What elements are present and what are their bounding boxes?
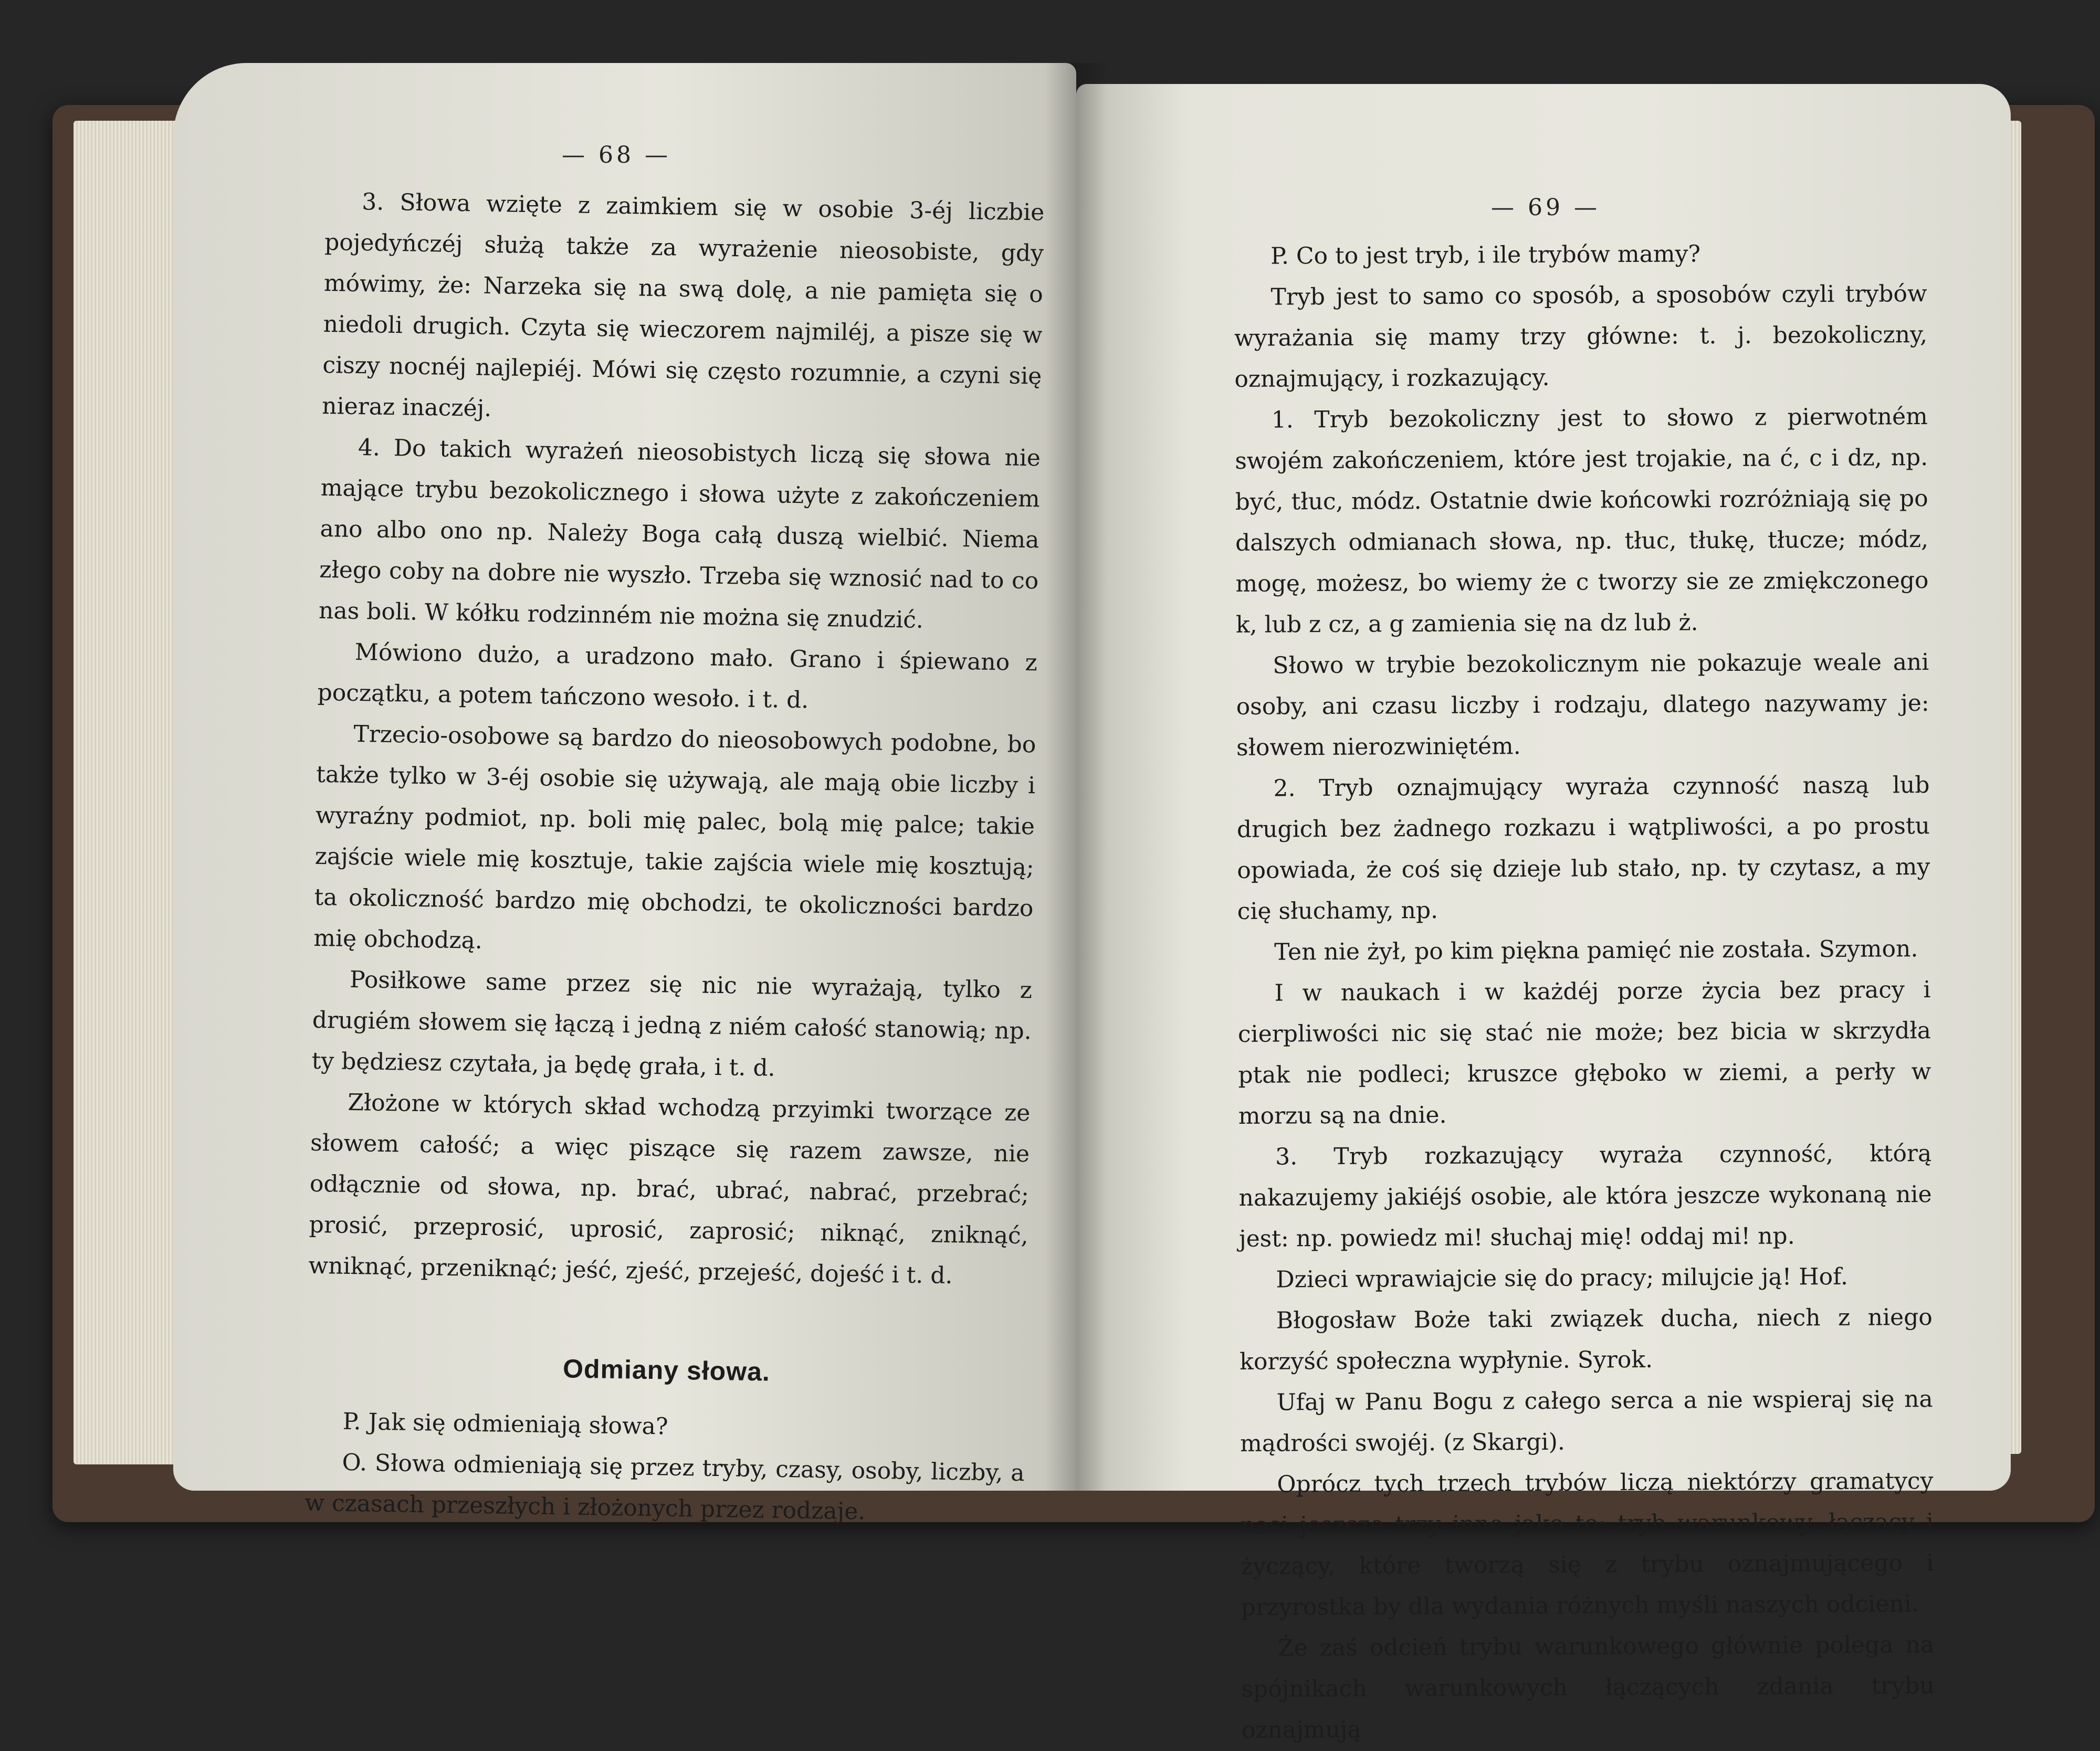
paragraph: Oprócz tych trzech trybów liczą niektórzy gramatycy nasi jeszcze trzy inne jako to: tryb warunkowy, łączący i życzący, które tworzą się z trybu oznajmującego i przyrostka by dla wydania różnych myśli naszych odcieni. bbox=[1240, 1468, 1934, 1621]
paragraph: I w naukach i w każdéj porze życia bez pracy i cierpliwości nic się stać nie może; bez bicia w skrzydła ptak nie podleci; kruszce głęboko w ziemi, a perły w morzu są na dnie. bbox=[1237, 976, 1931, 1130]
paragraph: Tryb jest to samo co sposób, a sposobów czyli trybów wyrażania się mamy trzy główne: t. j. bezokoliczny, oznajmujący, i rozkazujący. bbox=[1234, 280, 1928, 393]
right-page-text bbox=[1234, 233, 1935, 1751]
section-heading: Odmiany słowa. bbox=[562, 1354, 771, 1387]
left-page-text bbox=[304, 181, 1045, 1535]
page-number-right: — 69 — bbox=[1491, 194, 1600, 221]
paragraph: 4. Do takich wyrażeń nieosobistych liczą się słowa nie mające trybu bezokolicznego i słowa użyte z zakończeniem ano albo ono np. Należy Boga całą duszą wielbić. Niema złego coby na dobre nie wyszło. Trzeba się wznosić nad to co nas boli. W kółku rodzinném nie można się znudzić. bbox=[318, 434, 1041, 634]
paragraph: 2. Tryb oznajmujący wyraża czynność naszą lub drugich bez żadnego rozkazu i wątpliwości, a po prostu opowiada, że coś się dzieje lub stało, np. ty czytasz, a my cię słuchamy, np. bbox=[1236, 772, 1930, 925]
paragraph: 3. Słowa wzięte z zaimkiem się w osobie 3-éj liczbie pojedyńczéj służą także za wyrażenie nieosobiste, gdy mówimy, że: Narzeka się na swą dolę, a nie pamięta się o niedoli drugich. Czyta się wieczorem najmiléj, a pisze się w ciszy nocnéj najlepiéj. Mówi się często rozumnie, a czyni się nieraz inaczéj. bbox=[321, 188, 1045, 423]
question: P. Jak się odmieniają słowa? bbox=[342, 1408, 668, 1440]
paragraph: Ufaj w Panu Bogu z całego serca a nie wspieraj się na mądrości swojéj. (z Skargi). bbox=[1240, 1386, 1933, 1457]
paragraph: Trzecio-osobowe są bardzo do nieosobowych podobne, bo także tylko w 3-éj osobie się używają, ale mają obie liczby i wyraźny podmiot, np. boli mię palec, bolą mię palce; takie zajście wiele mię kosztuje, takie zajścia wiele mię kosztują; ta okoliczność bardzo mię obchodzi, te okoliczności bardzo mię obchodzą. bbox=[313, 720, 1036, 954]
page-number-left: — 68 — bbox=[562, 142, 671, 168]
right-page bbox=[1076, 84, 2011, 1744]
paragraph: Słowo w trybie bezokolicznym nie pokazuje weale ani osoby, ani czasu liczby i rodzaju, dlatego nazywamy je: słowem nierozwiniętém. bbox=[1236, 649, 1929, 761]
paragraph: Posiłkowe same przez się nic nie wyrażają, tylko z drugiém słowem się łączą i jedną z niém całość stanowią; np. ty będziesz czytała, ja będę grała, i t. d. bbox=[311, 966, 1033, 1082]
paragraph: Ten nie żył, po kim piękna pamięć nie została. Szymon. bbox=[1274, 935, 1918, 966]
paragraph: 3. Tryb rozkazujący wyraża czynność, którą nakazujemy jakiéjś osobie, ale która jeszcze wykonaną nie jest: np. powiedz mi! słuchaj mię! oddaj mi! np. bbox=[1238, 1140, 1932, 1252]
paragraph: P. Co to jest tryb, i ile trybów mamy? bbox=[1270, 240, 1701, 270]
paragraph: Mówiono dużo, a uradzono mało. Grano i śpiewano z początku, a potem tańczono wesoło. i t. d. bbox=[317, 638, 1038, 714]
left-page bbox=[173, 63, 1076, 1525]
paragraph: Błogosław Boże taki związek ducha, niech z niego korzyść społeczna wypłynie. Syrok. bbox=[1240, 1304, 1933, 1375]
paragraph: 1. Tryb bezokoliczny jest to słowo z pierwotném swojém zakończeniem, które jest trojakie, na ć, c i dz, np. być, tłuc, mόdz. Ostatnie dwie końcowki rozróżniają się po dalszych odmianach słowa, np. tłuc, tłukę, tłucze; mόdz, mogę, możesz, bo wiemy że c tworzy sie ze zmiękczonego k, lub z cz, a g zamienia się na dz lub ż. bbox=[1235, 403, 1929, 638]
paragraph: Że zaś odcień trybu warunkowego głównie polega na spójnikach warunkowych łączących zdania trybu oznajmują bbox=[1241, 1631, 1935, 1744]
paragraph: Złożone w których skład wchodzą przyimki tworzące ze słowem całość; a więc piszące się razem zawsze, nie odłącznie od słowa, np. brać, ubrać, nabrać, przebrać; prosić, przeprosić, uprosić, zaprosić; niknąć, zniknąć, wniknąć, przeniknąć; jeść, zjeść, przejeść, dojeść i t. d. bbox=[308, 1089, 1031, 1290]
answer: O. Słowa odmieniają się przez tryby, czasy, osoby, liczby, a w czasach przeszłych i złożonych przez rodzaje. bbox=[304, 1449, 1025, 1525]
book-gutter-shadow bbox=[1045, 63, 1108, 1491]
paragraph: Dzieci wprawiajcie się do pracy; milujcie ją! Hof. bbox=[1276, 1263, 1849, 1293]
